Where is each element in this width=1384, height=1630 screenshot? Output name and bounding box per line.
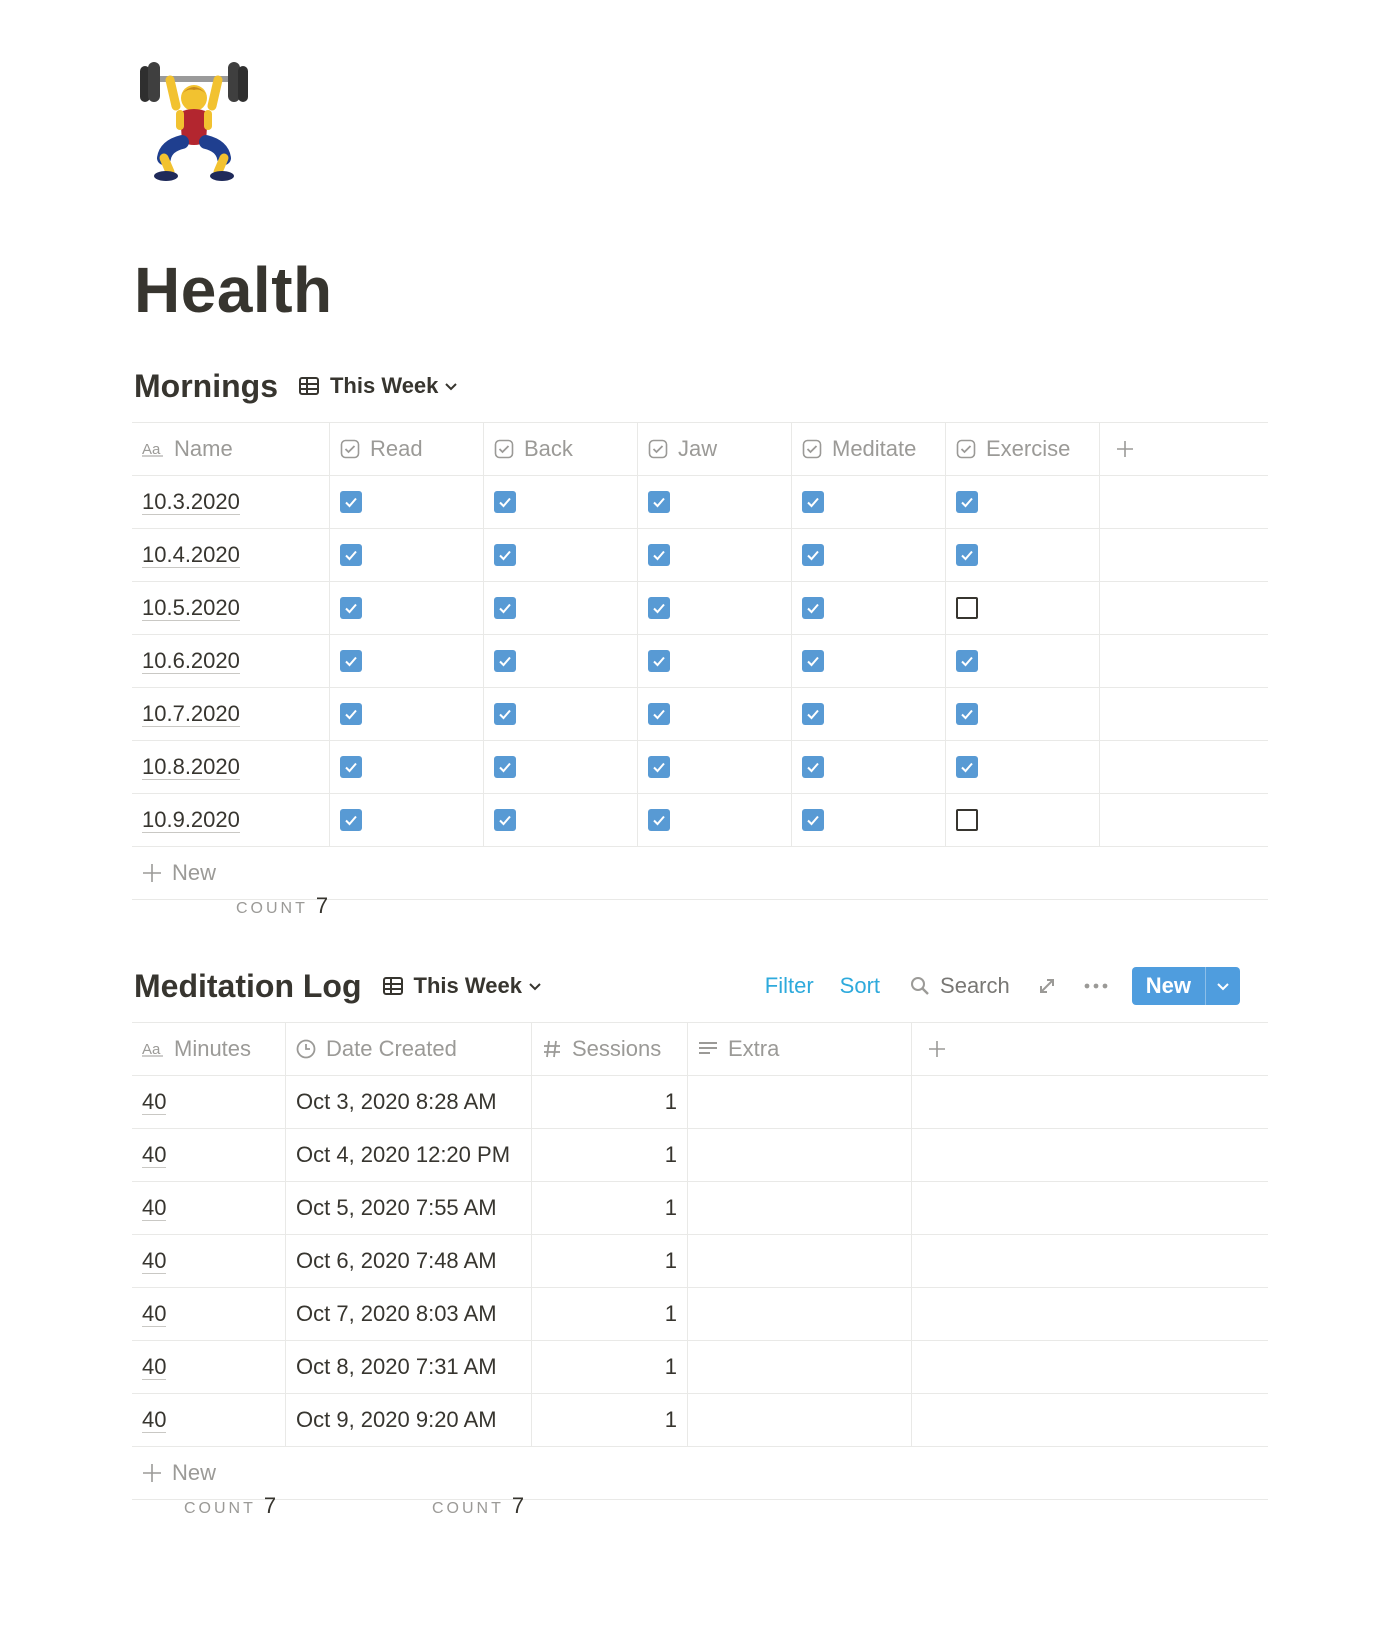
checkmark-icon: [497, 600, 513, 616]
checkbox-cell[interactable]: [484, 794, 638, 846]
table-row[interactable]: [132, 1235, 1268, 1288]
table-row[interactable]: [132, 688, 1268, 741]
meditation-view-label: This Week: [413, 973, 522, 998]
checkmark-icon: [343, 600, 359, 616]
checkbox-checked[interactable]: [802, 756, 824, 778]
checkbox-cell[interactable]: [330, 529, 484, 581]
checkbox-cell[interactable]: [484, 476, 638, 528]
table-row[interactable]: [132, 741, 1268, 794]
empty-cell[interactable]: [1100, 476, 1268, 528]
extra-cell[interactable]: [688, 1182, 912, 1234]
column-header-back[interactable]: Back: [484, 423, 638, 475]
empty-cell[interactable]: [1100, 529, 1268, 581]
checkbox-checked[interactable]: [340, 597, 362, 619]
checkbox-cell[interactable]: [792, 582, 946, 634]
checkbox-cell[interactable]: [792, 476, 946, 528]
mornings-table: [132, 422, 1268, 900]
empty-cell[interactable]: [912, 1076, 1268, 1128]
minutes-cell[interactable]: [132, 1394, 286, 1446]
svg-text:Aa: Aa: [142, 1041, 161, 1057]
sessions-cell[interactable]: 1: [532, 1182, 688, 1234]
checkbox-cell[interactable]: [946, 529, 1100, 581]
checkbox-icon: [802, 439, 822, 459]
checkmark-icon: [805, 547, 821, 563]
checkbox-cell[interactable]: [330, 582, 484, 634]
checkbox-cell[interactable]: [638, 794, 792, 846]
date-created-cell[interactable]: Oct 6, 2020 7:48 AM: [286, 1235, 532, 1287]
checkmark-icon: [651, 653, 667, 669]
row-title[interactable]: 10.3.2020: [142, 488, 240, 514]
table-row[interactable]: [132, 1076, 1268, 1129]
sort-button[interactable]: Sort: [839, 973, 881, 998]
checkmark-icon: [959, 547, 975, 563]
checkbox-cell[interactable]: [638, 582, 792, 634]
extra-cell[interactable]: [688, 1288, 912, 1340]
add-column-button[interactable]: [1100, 423, 1268, 475]
empty-cell[interactable]: [1100, 582, 1268, 634]
checkbox-checked[interactable]: [956, 544, 978, 566]
date-created-cell[interactable]: Oct 8, 2020 7:31 AM: [286, 1341, 532, 1393]
column-header-meditate[interactable]: Meditate: [792, 423, 946, 475]
page-title[interactable]: Health: [134, 254, 333, 326]
checkmark-icon: [343, 759, 359, 775]
table-row[interactable]: [132, 582, 1268, 635]
checkmark-icon: [343, 706, 359, 722]
name-cell[interactable]: [132, 529, 330, 581]
new-button[interactable]: New: [1145, 973, 1191, 998]
table-row[interactable]: [132, 476, 1268, 529]
table-view-icon: [382, 975, 404, 997]
column-header-jaw[interactable]: Jaw: [638, 423, 792, 475]
column-header-exercise[interactable]: Exercise: [946, 423, 1100, 475]
checkbox-cell[interactable]: [484, 529, 638, 581]
minutes-cell[interactable]: [132, 1341, 286, 1393]
checkbox-checked[interactable]: [648, 703, 670, 725]
column-header-read[interactable]: Read: [330, 423, 484, 475]
number-icon: [542, 1039, 562, 1059]
minutes-cell[interactable]: [132, 1129, 286, 1181]
row-title[interactable]: 40: [142, 1247, 167, 1273]
checkmark-icon: [805, 653, 821, 669]
name-cell[interactable]: [132, 741, 330, 793]
meditation-table: [132, 1022, 1268, 1500]
checkmark-icon: [343, 547, 359, 563]
search-icon: [910, 976, 930, 996]
mornings-count[interactable]: COUNT 7: [236, 893, 329, 918]
meditation-title[interactable]: Meditation Log: [134, 967, 362, 1004]
meditation-header: [134, 966, 542, 1006]
sessions-cell[interactable]: 1: [532, 1076, 688, 1128]
meditation-new-row-button[interactable]: New: [132, 1447, 1268, 1500]
checkbox-cell[interactable]: [638, 476, 792, 528]
plus-icon: [928, 1040, 946, 1058]
checkbox-checked[interactable]: [802, 809, 824, 831]
name-cell[interactable]: [132, 476, 330, 528]
column-header-sessions[interactable]: Sessions: [532, 1023, 688, 1075]
checkbox-cell[interactable]: [484, 582, 638, 634]
checkbox-checked[interactable]: [802, 544, 824, 566]
minutes-cell[interactable]: [132, 1288, 286, 1340]
checkbox-cell[interactable]: [330, 476, 484, 528]
chevron-down-icon: [444, 379, 458, 393]
minutes-cell[interactable]: [132, 1235, 286, 1287]
checkbox-checked[interactable]: [802, 597, 824, 619]
checkbox-checked[interactable]: [494, 703, 516, 725]
checkbox-cell[interactable]: [946, 741, 1100, 793]
empty-cell[interactable]: [912, 1288, 1268, 1340]
name-cell[interactable]: [132, 688, 330, 740]
sessions-cell[interactable]: 1: [532, 1235, 688, 1287]
meditation-toolbar: [739, 966, 1240, 1006]
empty-cell[interactable]: [912, 1341, 1268, 1393]
table-row[interactable]: [132, 1394, 1268, 1447]
checkbox-checked[interactable]: [340, 650, 362, 672]
mornings-view-switcher[interactable]: [298, 373, 458, 399]
sessions-cell[interactable]: 1: [532, 1394, 688, 1446]
row-title[interactable]: 10.6.2020: [142, 647, 240, 673]
text-lines-icon: [698, 1040, 718, 1058]
expand-icon: [1038, 977, 1056, 995]
checkbox-checked[interactable]: [340, 809, 362, 831]
checkmark-icon: [959, 653, 975, 669]
checkmark-icon: [651, 547, 667, 563]
date-created-cell[interactable]: Oct 7, 2020 8:03 AM: [286, 1288, 532, 1340]
row-title[interactable]: 10.5.2020: [142, 594, 240, 620]
table-row[interactable]: [132, 635, 1268, 688]
checkbox-checked[interactable]: [340, 491, 362, 513]
date-created-cell[interactable]: Oct 3, 2020 8:28 AM: [286, 1076, 532, 1128]
plus-icon: [142, 1463, 162, 1483]
name-cell[interactable]: [132, 794, 330, 846]
checkbox-checked[interactable]: [956, 756, 978, 778]
row-title[interactable]: 40: [142, 1141, 167, 1167]
checkbox-checked[interactable]: [956, 650, 978, 672]
checkbox-cell[interactable]: [946, 476, 1100, 528]
checkbox-cell[interactable]: [330, 794, 484, 846]
checkbox-checked[interactable]: [648, 597, 670, 619]
date-created-count[interactable]: COUNT 7: [432, 1493, 525, 1518]
table-row[interactable]: [132, 1288, 1268, 1341]
plus-icon: [142, 863, 162, 883]
empty-cell[interactable]: [1100, 794, 1268, 846]
table-row[interactable]: [132, 1129, 1268, 1182]
empty-cell[interactable]: [1100, 688, 1268, 740]
new-button-group: [1132, 967, 1240, 1005]
checkbox-checked[interactable]: [340, 756, 362, 778]
checkmark-icon: [805, 759, 821, 775]
name-cell[interactable]: [132, 635, 330, 687]
checkbox-checked[interactable]: [802, 491, 824, 513]
table-row[interactable]: [132, 794, 1268, 847]
checkmark-icon: [959, 706, 975, 722]
checkbox-cell[interactable]: [330, 688, 484, 740]
checkbox-cell[interactable]: [638, 741, 792, 793]
more-options-button[interactable]: [1084, 982, 1108, 990]
table-row[interactable]: [132, 1182, 1268, 1235]
date-created-cell[interactable]: Oct 4, 2020 12:20 PM: [286, 1129, 532, 1181]
empty-cell[interactable]: [912, 1235, 1268, 1287]
checkmark-icon: [343, 812, 359, 828]
checkbox-cell[interactable]: [484, 635, 638, 687]
checkmark-icon: [959, 759, 975, 775]
row-title[interactable]: 10.9.2020: [142, 806, 240, 832]
clock-icon: [296, 1039, 316, 1059]
name-cell[interactable]: [132, 582, 330, 634]
checkbox-checked[interactable]: [956, 703, 978, 725]
text-icon: [142, 1041, 164, 1057]
checkbox-checked[interactable]: [494, 544, 516, 566]
row-title[interactable]: 10.8.2020: [142, 753, 240, 779]
checkmark-icon: [651, 494, 667, 510]
date-created-cell[interactable]: Oct 5, 2020 7:55 AM: [286, 1182, 532, 1234]
checkbox-checked[interactable]: [648, 756, 670, 778]
checkbox-cell[interactable]: [638, 635, 792, 687]
checkbox-cell[interactable]: [792, 794, 946, 846]
new-template-dropdown[interactable]: [1205, 967, 1240, 1005]
checkbox-cell[interactable]: [946, 794, 1100, 846]
checkbox-cell[interactable]: [330, 741, 484, 793]
row-title[interactable]: 40: [142, 1353, 167, 1379]
checkmark-icon: [651, 759, 667, 775]
sessions-cell[interactable]: 1: [532, 1341, 688, 1393]
meditation-view-switcher[interactable]: [382, 973, 542, 999]
minutes-cell[interactable]: [132, 1076, 286, 1128]
checkmark-icon: [497, 494, 513, 510]
checkmark-icon: [497, 759, 513, 775]
checkbox-unchecked[interactable]: [956, 809, 978, 831]
mornings-new-row-button[interactable]: New: [132, 847, 1268, 900]
table-row[interactable]: [132, 1341, 1268, 1394]
mornings-title[interactable]: Mornings: [134, 367, 278, 404]
checkbox-checked[interactable]: [340, 703, 362, 725]
mornings-view-label: This Week: [329, 373, 439, 398]
checkbox-checked[interactable]: [340, 544, 362, 566]
checkmark-icon: [651, 706, 667, 722]
checkbox-icon: [956, 439, 976, 459]
empty-cell[interactable]: [912, 1394, 1268, 1446]
row-title[interactable]: 40: [142, 1406, 167, 1432]
table-view-icon: [298, 375, 320, 397]
checkbox-cell[interactable]: [792, 635, 946, 687]
checkbox-checked[interactable]: [956, 491, 978, 513]
checkmark-icon: [651, 812, 667, 828]
checkbox-cell[interactable]: [484, 741, 638, 793]
add-column-button[interactable]: [912, 1023, 1268, 1075]
filter-button[interactable]: Filter: [764, 973, 814, 998]
checkmark-icon: [497, 706, 513, 722]
open-full-page-button[interactable]: [1038, 977, 1056, 995]
mornings-header: [134, 366, 458, 406]
sessions-cell[interactable]: 1: [532, 1129, 688, 1181]
empty-cell[interactable]: [1100, 635, 1268, 687]
checkmark-icon: [497, 812, 513, 828]
checkmark-icon: [343, 494, 359, 510]
more-horizontal-icon: [1084, 982, 1108, 990]
checkmark-icon: [805, 812, 821, 828]
checkbox-checked[interactable]: [494, 650, 516, 672]
checkbox-cell[interactable]: [946, 582, 1100, 634]
checkbox-cell[interactable]: [330, 635, 484, 687]
row-title[interactable]: 40: [142, 1088, 167, 1114]
checkbox-checked[interactable]: [494, 491, 516, 513]
minutes-cell[interactable]: [132, 1182, 286, 1234]
row-title[interactable]: 10.7.2020: [142, 700, 240, 726]
checkmark-icon: [497, 653, 513, 669]
weightlifter-icon[interactable]: [136, 60, 252, 184]
checkmark-icon: [959, 494, 975, 510]
checkmark-icon: [497, 547, 513, 563]
sessions-cell[interactable]: 1: [532, 1288, 688, 1340]
date-created-cell[interactable]: Oct 9, 2020 9:20 AM: [286, 1394, 532, 1446]
checkbox-checked[interactable]: [802, 650, 824, 672]
checkbox-checked[interactable]: [494, 597, 516, 619]
meditation-header-row: [132, 1023, 1268, 1076]
search-button[interactable]: Search: [910, 973, 1010, 999]
checkbox-cell[interactable]: [792, 529, 946, 581]
checkbox-checked[interactable]: [648, 650, 670, 672]
row-title[interactable]: 10.4.2020: [142, 541, 240, 567]
checkmark-icon: [805, 600, 821, 616]
mornings-header-row: [132, 423, 1268, 476]
checkbox-unchecked[interactable]: [956, 597, 978, 619]
extra-cell[interactable]: [688, 1076, 912, 1128]
extra-cell[interactable]: [688, 1341, 912, 1393]
checkbox-icon: [648, 439, 668, 459]
checkmark-icon: [805, 706, 821, 722]
minutes-count[interactable]: COUNT 7: [184, 1493, 277, 1518]
column-header-name[interactable]: Aa Name: [132, 423, 330, 475]
chevron-down-icon: [528, 979, 542, 993]
checkbox-checked[interactable]: [648, 491, 670, 513]
row-title[interactable]: 40: [142, 1194, 167, 1220]
plus-icon: [1116, 440, 1134, 458]
svg-text:Aa: Aa: [142, 441, 161, 457]
empty-cell[interactable]: [1100, 741, 1268, 793]
row-title[interactable]: 40: [142, 1300, 167, 1326]
extra-cell[interactable]: [688, 1235, 912, 1287]
extra-cell[interactable]: [688, 1129, 912, 1181]
empty-cell[interactable]: [912, 1182, 1268, 1234]
checkbox-checked[interactable]: [648, 809, 670, 831]
checkbox-checked[interactable]: [648, 544, 670, 566]
checkbox-icon: [340, 439, 360, 459]
table-row[interactable]: [132, 529, 1268, 582]
checkbox-cell[interactable]: [946, 635, 1100, 687]
checkbox-checked[interactable]: [494, 756, 516, 778]
extra-cell[interactable]: [688, 1394, 912, 1446]
checkbox-checked[interactable]: [494, 809, 516, 831]
checkmark-icon: [651, 600, 667, 616]
checkbox-cell[interactable]: [792, 688, 946, 740]
checkmark-icon: [343, 653, 359, 669]
checkbox-icon: [494, 439, 514, 459]
checkbox-checked[interactable]: [802, 703, 824, 725]
column-header-date-created[interactable]: Date Created: [286, 1023, 532, 1075]
column-header-extra[interactable]: Extra: [688, 1023, 912, 1075]
checkbox-cell[interactable]: [638, 688, 792, 740]
checkbox-cell[interactable]: [792, 741, 946, 793]
text-icon: [142, 441, 164, 457]
checkbox-cell[interactable]: [946, 688, 1100, 740]
checkbox-cell[interactable]: [638, 529, 792, 581]
checkmark-icon: [805, 494, 821, 510]
checkbox-cell[interactable]: [484, 688, 638, 740]
chevron-down-icon: [1216, 979, 1230, 993]
empty-cell[interactable]: [912, 1129, 1268, 1181]
column-header-minutes[interactable]: Aa Minutes: [132, 1023, 286, 1075]
